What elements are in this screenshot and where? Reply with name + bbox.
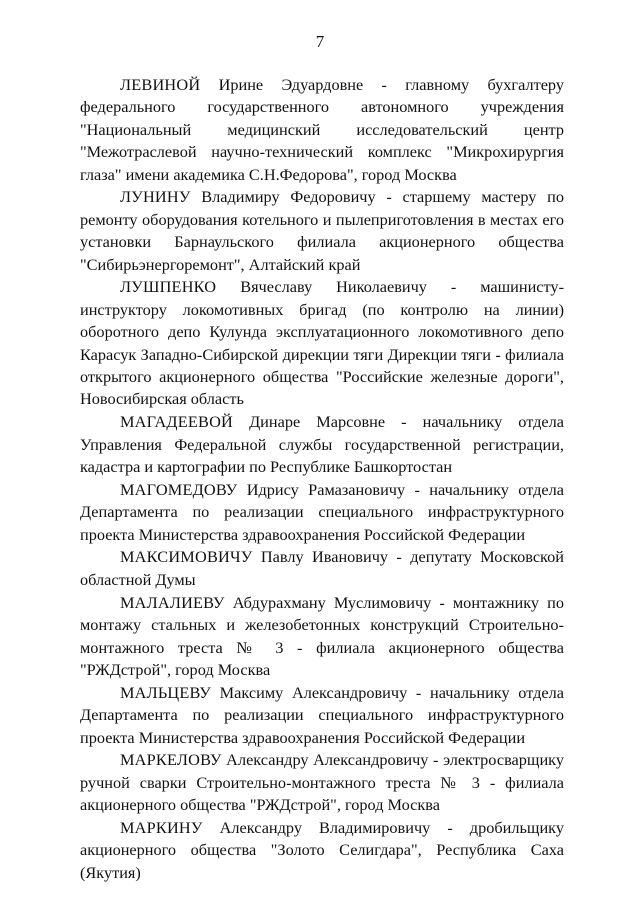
entry-surname: ЛУШПЕНКО [120, 277, 217, 297]
entry-surname: МАРКИНУ [120, 817, 203, 837]
list-entry [80, 74, 564, 186]
entry-text: Александру Александровичу - электросварщику ручной сварки Строительно-монтажного треста № 3 - филиала акционерного общества "РЖДстрой", город Москва [80, 750, 564, 815]
list-entry [80, 186, 564, 276]
page-number: 7 [315, 32, 325, 51]
entry-surname: ЛУНИНУ [120, 187, 191, 207]
entry-surname: МАГОМЕДОВУ [120, 479, 238, 499]
list-entry [80, 592, 564, 682]
entry-surname: МАРКЕЛОВУ [120, 750, 222, 770]
list-entry [80, 546, 564, 591]
entry-text: Ирине Эдуардовне - главному бухгалтеру федерального государственного автономного учреждения "Национальный медицинский исследовательский центр "Межотраслевой научно-технический комплекс "Микрохирургия глаза" имени академика С.Н.Федорова", город Москва [80, 75, 564, 184]
list-entry [80, 817, 564, 884]
entry-text: Абдурахману Муслимовичу - монтажнику по монтажу стальных и железобетонных конструкций Строительно-монтажного треста № 3 - филиала акционерного общества "РЖДстрой", город Москва [80, 592, 564, 679]
entry-text: Вячеславу Николаевичу - машинисту-инструктору локомотивных бригад (по контролю на линии) оборотного депо Кулунда эксплуатационного локомотивного депо Карасук Западно-Сибирской дирекции тяги Дирекции тяги - филиала открытого акционерного общества "Российские железные дороги", Новосибирская область [80, 277, 564, 409]
entry-text: Павлу Ивановичу - депутату Московской областной Думы [80, 547, 564, 589]
award-list [80, 74, 564, 885]
entry-surname: МАКСИМОВИЧУ [120, 547, 253, 567]
entry-surname: МАЛЬЦЕВУ [120, 682, 211, 702]
list-entry [80, 749, 564, 816]
entry-surname: МАЛАЛИЕВУ [120, 592, 225, 612]
list-entry [80, 411, 564, 478]
entry-text: Максиму Александровичу - начальнику отдела Департамента по реализации специального инфраструктурного проекта Министерства здравоохранения Российской Федерации [80, 682, 564, 747]
entry-text: Александру Владимировичу - дробильщику акционерного общества "Золото Селигдара", Республика Саха (Якутия) [80, 817, 564, 882]
entry-text: Динаре Марсовне - начальнику отдела Управления Федеральной службы государственной регистрации, кадастра и картографии по Республике Башкортостан [80, 412, 564, 477]
entry-surname: ЛЕВИНОЙ [120, 75, 201, 94]
list-entry [80, 682, 564, 749]
entry-text: Идрису Рамазановичу - начальнику отдела Департамента по реализации специального инфраструктурного проекта Министерства здравоохранения Российской Федерации [80, 479, 564, 544]
list-entry [80, 276, 564, 410]
list-entry [80, 479, 564, 546]
entry-surname: МАГАДЕЕВОЙ [120, 412, 234, 432]
entry-text: Владимиру Федоровичу - старшему мастеру по ремонту оборудования котельного и пылеприготовления в местах его установки Барнаульского филиала акционерного общества "Сибирьэнергоремонт", Алтайский край [80, 187, 564, 274]
